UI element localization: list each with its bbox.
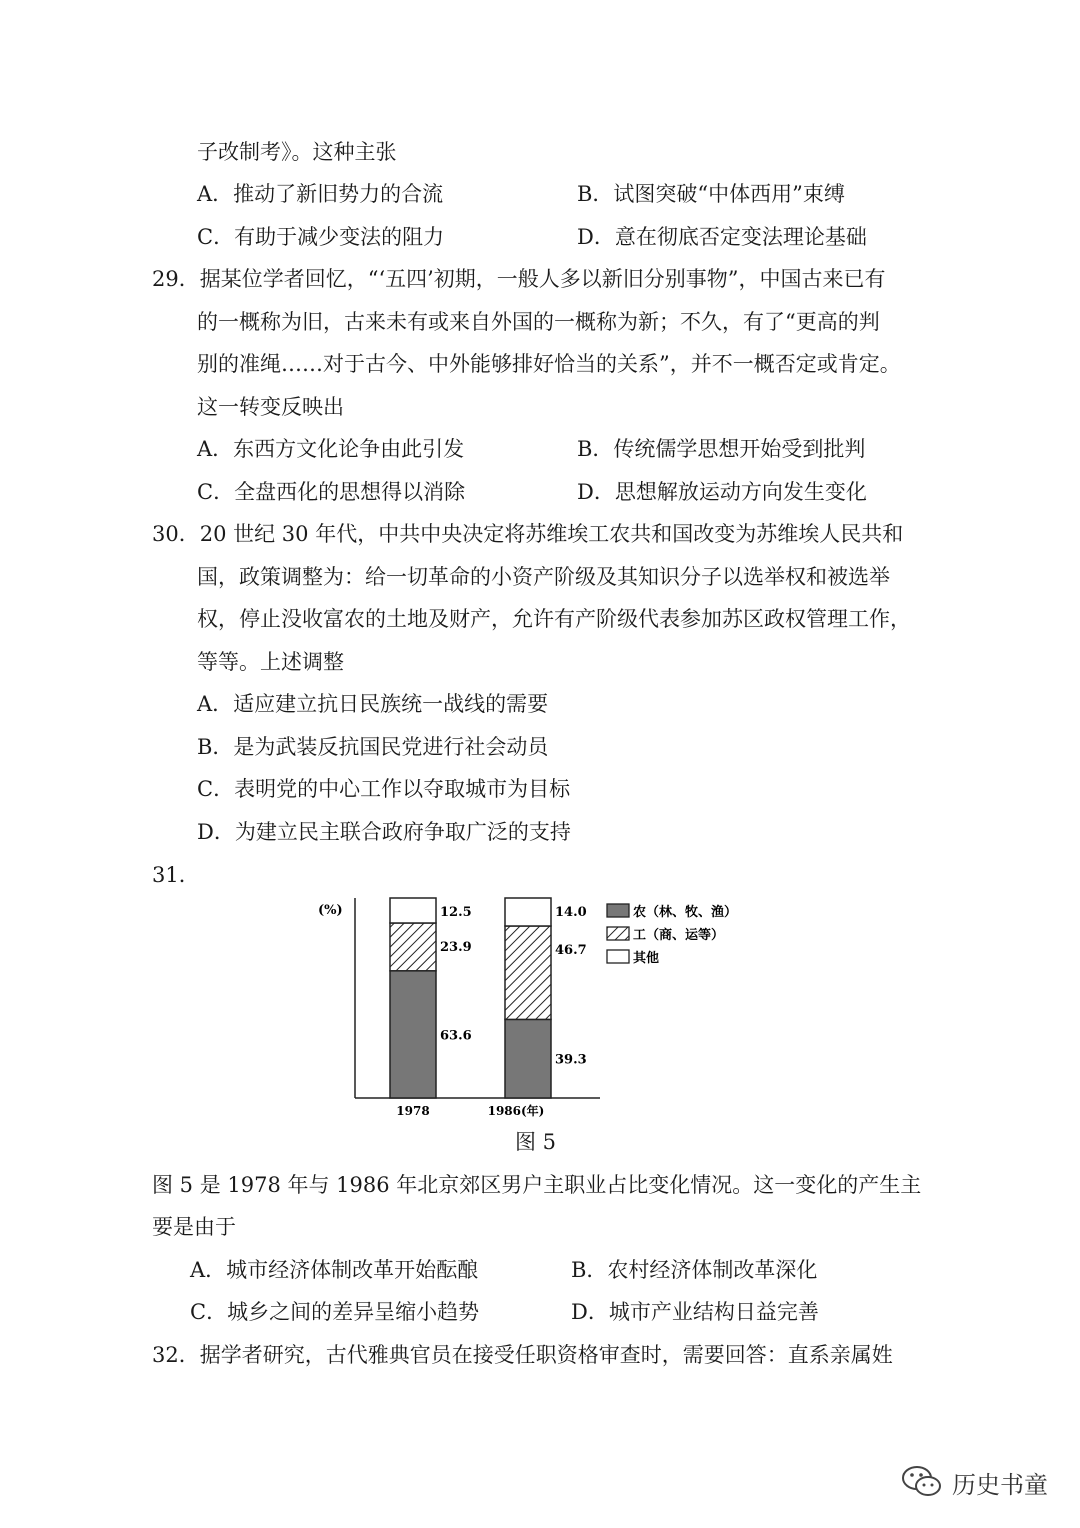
q30-stem-line: 国，政策调整为：给一切革命的小资产阶级及其知识分子以选举权和被选举 (197, 565, 890, 589)
legend-swatch (607, 904, 629, 917)
q32-stem-line: 32．据学者研究，古代雅典官员在接受任职资格审查时，需要回答：直系亲属姓 (152, 1343, 893, 1367)
q30-option-b: B．是为武装反抗国民党进行社会动员 (197, 735, 549, 759)
data-label: 63.6 (440, 1028, 472, 1044)
q30-stem-line: 等等。上述调整 (197, 650, 344, 674)
data-label: 39.3 (555, 1052, 587, 1068)
q31-stem-line: 要是由于 (152, 1215, 236, 1239)
q30-option-d: D．为建立民主联合政府争取广泛的支持 (197, 820, 571, 844)
q29-option-b: B．传统儒学思想开始受到批判 (577, 437, 866, 461)
data-label: 14.0 (555, 905, 587, 920)
bar-segment-1986-1 (505, 1019, 551, 1098)
y-axis-label: (%) (318, 903, 343, 918)
legend-label: 其他 (633, 951, 660, 966)
q30-stem-line: 权，停止没收富农的土地及财产，允许有产阶级代表参加苏区政权管理工作， (197, 607, 911, 631)
q29-stem-line: 这一转变反映出 (197, 395, 344, 419)
q31-option-d: D．城市产业结构日益完善 (571, 1300, 819, 1324)
legend-label: 农（林、牧、渔） (633, 905, 738, 920)
data-label: 23.9 (440, 940, 472, 955)
data-label: 12.5 (440, 905, 472, 920)
x-tick-label: 1986(年) (487, 1104, 545, 1118)
q30-stem-line: 30．20 世纪 30 年代，中共中央决定将苏维埃工农共和国改变为苏维埃人民共和 (152, 522, 904, 546)
figure-caption: 图 5 (515, 1130, 557, 1154)
q31-number: 31． (152, 863, 200, 887)
legend-label: 工（商、运等） (633, 928, 725, 943)
watermark-text: 历史书童 (952, 1470, 1048, 1499)
prev-option-d: D．意在彻底否定变法理论基础 (577, 225, 867, 249)
prev-option-c: C．有助于减少变法的阻力 (197, 225, 445, 249)
bar-segment-1986-3 (505, 898, 551, 926)
x-tick-label: 1978 (396, 1104, 430, 1118)
bar-segment-1986-2 (505, 926, 551, 1019)
q29-option-d: D．思想解放运动方向发生变化 (577, 480, 867, 504)
q30-option-a: A．适应建立抗日民族统一战线的需要 (197, 692, 549, 716)
q29-stem-line: 29．据某位学者回忆，“‘五四’初期，一般人多以新旧分别事物”，中国古来已有 (152, 267, 886, 291)
q29-stem-line: 的一概称为旧，古来未有或来自外国的一概称为新；不久，有了“更高的判 (197, 310, 880, 334)
bar-segment-1978-2 (390, 923, 436, 971)
prev-option-a: A．推动了新旧势力的合流 (197, 182, 444, 206)
prev-stem-tail: 子改制考》。这种主张 (197, 140, 397, 164)
watermark (900, 1460, 1048, 1504)
legend-swatch (607, 950, 629, 963)
prev-option-b: B．试图突破“中体西用”束缚 (577, 182, 845, 206)
bar-segment-1978-1 (390, 971, 436, 1098)
q29-option-c: C．全盘西化的思想得以消除 (197, 480, 466, 504)
q31-option-b: B．农村经济体制改革深化 (571, 1258, 818, 1282)
legend-swatch (607, 927, 629, 940)
q29-option-a: A．东西方文化论争由此引发 (197, 437, 465, 461)
wechat-icon (900, 1464, 944, 1500)
q31-stem-line: 图 5 是 1978 年与 1986 年北京郊区男户主职业占比变化情况。这一变化的产生主 (152, 1173, 922, 1197)
q31-option-c: C．城乡之间的差异呈缩小趋势 (190, 1300, 480, 1324)
occupation-stacked-bar-chart (300, 888, 780, 1120)
q30-option-c: C．表明党的中心工作以夺取城市为目标 (197, 777, 571, 801)
q31-option-a: A．城市经济体制改革开始酝酿 (190, 1258, 479, 1282)
data-label: 46.7 (555, 943, 587, 958)
bar-segment-1978-3 (390, 898, 436, 923)
q29-stem-line: 别的准绳……对于古今、中外能够排好恰当的关系”，并不一概否定或肯定。 (197, 352, 901, 376)
